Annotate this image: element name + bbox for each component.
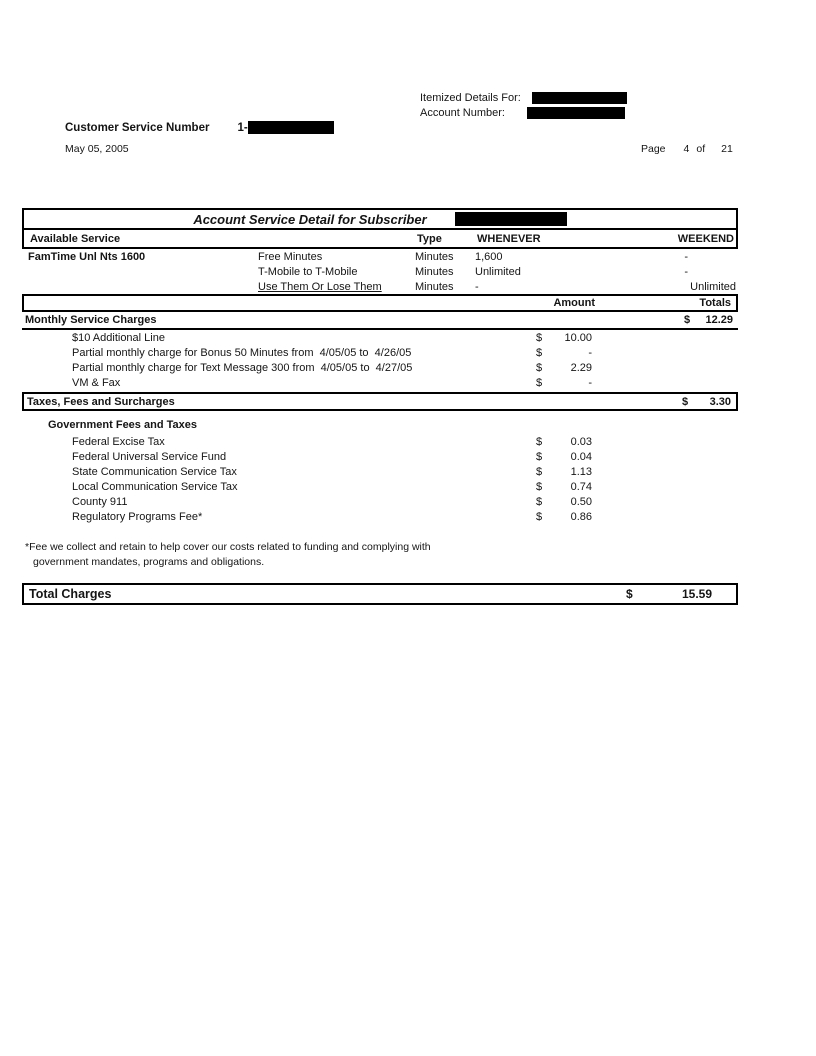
tax-item-row — [22, 434, 738, 449]
tax-item-row — [22, 494, 738, 509]
service-row — [22, 249, 738, 264]
footnote — [22, 540, 738, 570]
tax-amount: 0.74 — [570, 480, 592, 493]
customer-service-label: Customer Service Number — [65, 121, 210, 134]
tax-item-row — [22, 509, 738, 524]
service-weekend: Unlimited — [690, 280, 736, 293]
page-label: Page — [641, 143, 666, 155]
col-type: Type — [417, 232, 442, 245]
itemized-details-redaction — [532, 92, 627, 104]
charge-currency: $ — [536, 361, 543, 374]
col-available-service: Available Service — [30, 232, 121, 245]
charge-amount: 10.00 — [564, 331, 592, 344]
account-service-detail — [22, 208, 738, 605]
charge-currency: $ — [536, 331, 543, 344]
service-row — [22, 264, 738, 279]
total-charges-currency: $ — [626, 587, 633, 601]
page-of-label: of — [696, 143, 706, 155]
charge-currency: $ — [536, 346, 543, 359]
customer-service-redaction — [248, 121, 334, 134]
service-type: Minutes — [415, 250, 454, 263]
page-total: 21 — [721, 143, 733, 155]
account-number-line — [420, 105, 627, 120]
footnote-line-2: government mandates, programs and obligations. — [33, 556, 265, 568]
service-row — [22, 279, 738, 294]
service-feature: Use Them Or Lose Them — [258, 280, 382, 293]
total-charges-amount: 15.59 — [681, 587, 712, 601]
account-number-redaction — [527, 107, 625, 119]
itemized-details-label: Itemized Details For: — [420, 91, 521, 104]
tax-description: Federal Excise Tax — [72, 435, 165, 448]
statement-date: May 05, 2005 — [65, 143, 129, 155]
tax-currency: $ — [536, 480, 543, 493]
subscriber-redaction — [455, 212, 567, 226]
charge-item-row — [22, 345, 738, 360]
amount-totals-header — [24, 296, 736, 310]
charge-currency: $ — [536, 376, 543, 389]
tax-description: Federal Universal Service Fund — [72, 450, 227, 463]
charge-item-row — [22, 375, 738, 390]
charge-item-row — [22, 330, 738, 345]
tax-description: Local Communication Service Tax — [72, 480, 238, 493]
totals-header: Totals — [699, 297, 731, 309]
tax-currency: $ — [536, 435, 543, 448]
service-whenever: - — [475, 280, 479, 293]
service-feature: T-Mobile to T-Mobile — [258, 265, 358, 278]
tax-item-row — [22, 464, 738, 479]
tax-amount: 0.86 — [570, 510, 592, 523]
service-weekend: - — [684, 265, 688, 278]
service-detail-box — [22, 208, 738, 249]
tax-currency: $ — [536, 465, 543, 478]
charge-amount: - — [588, 376, 592, 389]
charge-description: $10 Additional Line — [72, 331, 165, 344]
tax-description: State Communication Service Tax — [72, 465, 237, 478]
tax-currency: $ — [536, 510, 543, 523]
charge-amount: 2.29 — [570, 361, 592, 374]
tax-amount: 0.03 — [570, 435, 592, 448]
total-charges-row — [22, 583, 738, 605]
monthly-service-charges-label: Monthly Service Charges — [25, 314, 157, 326]
total-charges-label: Total Charges — [29, 587, 112, 601]
service-type: Minutes — [415, 280, 454, 293]
service-weekend: - — [684, 250, 688, 263]
itemized-details-line — [420, 90, 627, 105]
customer-service-prefix: 1- — [237, 121, 248, 134]
amount-header: Amount — [553, 297, 595, 309]
service-type: Minutes — [415, 265, 454, 278]
col-weekend: WEEKEND — [677, 232, 734, 245]
tax-description: County 911 — [72, 495, 128, 508]
taxes-total-currency: $ — [682, 395, 689, 408]
taxes-fees-surcharges-row — [22, 392, 738, 411]
customer-service-number — [237, 121, 333, 134]
tax-amount: 0.04 — [570, 450, 592, 463]
page-number: 4 — [683, 143, 690, 155]
charge-description: Partial monthly charge for Bonus 50 Minutes from 4/05/05 to 4/26/05 — [72, 346, 412, 359]
tax-description: Regulatory Programs Fee* — [72, 510, 203, 523]
taxes-total: 3.30 — [709, 395, 731, 408]
col-whenever: WHENEVER — [477, 232, 541, 245]
tax-currency: $ — [536, 450, 543, 463]
service-whenever: 1,600 — [475, 250, 503, 263]
monthly-service-charges-row — [22, 312, 738, 330]
tax-amount: 0.50 — [570, 495, 592, 508]
government-fees-header: Government Fees and Taxes — [48, 419, 197, 431]
tax-amount: 1.13 — [570, 465, 592, 478]
charge-description: Partial monthly charge for Text Message 300 from 4/05/05 to 4/27/05 — [72, 361, 413, 374]
amount-totals-header-box — [22, 294, 738, 312]
service-feature: Free Minutes — [258, 250, 323, 263]
service-column-headers — [24, 230, 736, 247]
section-title-row — [24, 210, 736, 230]
charge-amount: - — [588, 346, 592, 359]
section-title: Account Service Detail for Subscriber — [193, 211, 427, 227]
monthly-total: 12.29 — [705, 314, 733, 326]
tax-currency: $ — [536, 495, 543, 508]
customer-service-line — [65, 121, 334, 134]
service-whenever: Unlimited — [475, 265, 521, 278]
tax-item-row — [22, 449, 738, 464]
charge-description: VM & Fax — [72, 376, 121, 389]
footnote-line-1: *Fee we collect and retain to help cover our costs related to funding and complying with — [25, 541, 431, 553]
monthly-total-currency: $ — [684, 314, 691, 326]
itemized-details-block — [420, 90, 627, 120]
taxes-fees-label: Taxes, Fees and Surcharges — [27, 395, 175, 408]
account-number-label: Account Number: — [420, 106, 505, 119]
tax-item-row — [22, 479, 738, 494]
service-name: FamTime Unl Nts 1600 — [28, 250, 146, 263]
page-info — [641, 143, 733, 155]
charge-item-row — [22, 360, 738, 375]
